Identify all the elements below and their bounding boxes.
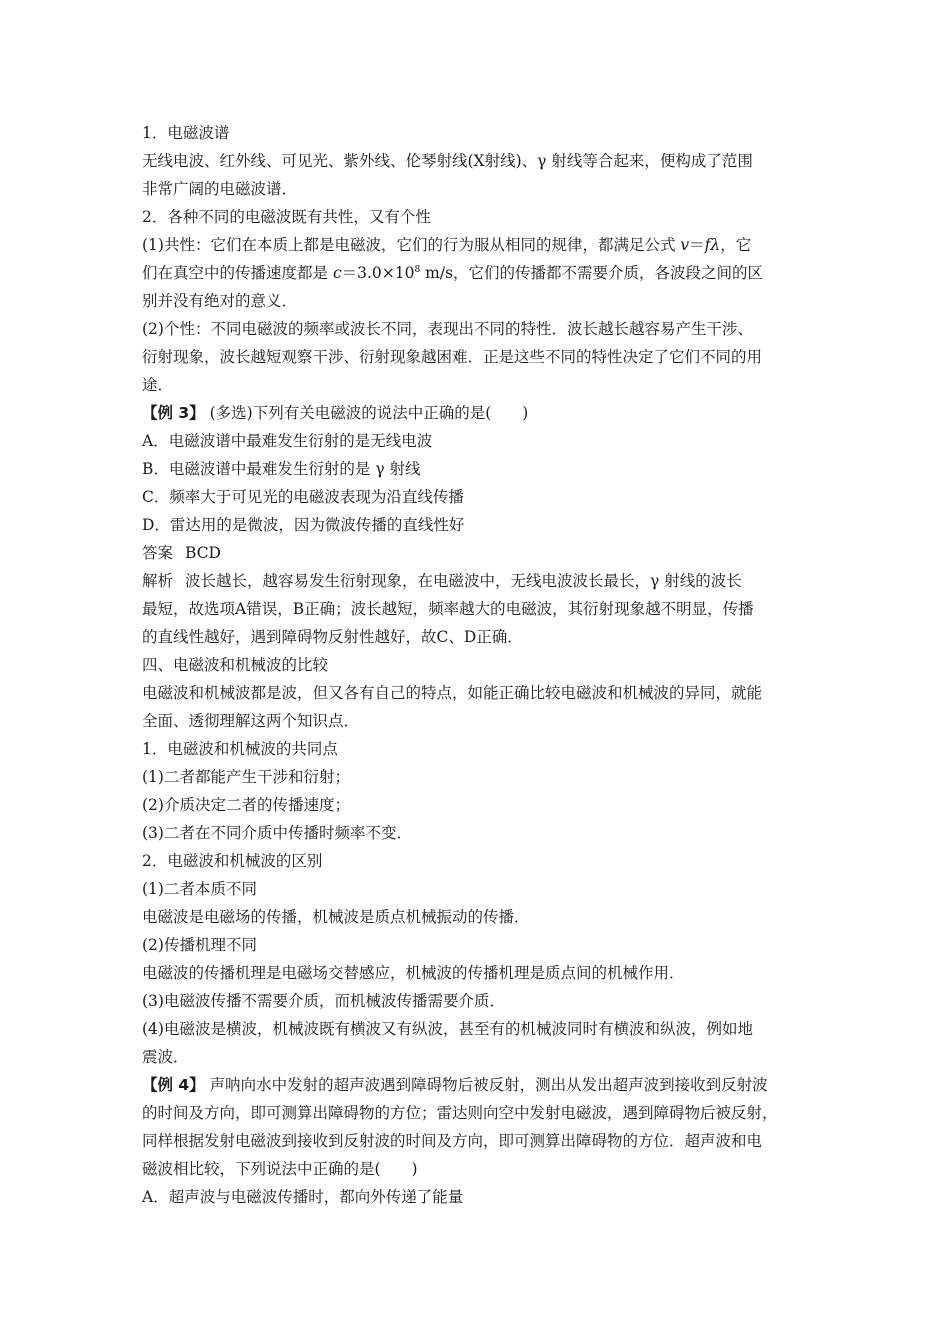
paragraph-line: 同样根据发射电磁波到接收到反射波的时间及方向，即可测算出障碍物的方位．超声波和电 [142, 1132, 763, 1150]
paragraph-line: 电磁波的传播机理是电磁场交替感应，机械波的传播机理是质点间的机械作用． [142, 964, 685, 982]
text-segment: m/s，它们的传播都不需要介质，各波段之间的区 [420, 264, 764, 282]
answer-label: 答案 [142, 544, 174, 562]
answer-line [142, 539, 818, 567]
analysis-text: 波长越长，越容易发生衍射现象，在电磁波中，无线电波波长最长，γ 射线的波长 [185, 572, 742, 590]
option-b: B．电磁波谱中最难发生衍射的是 γ 射线 [142, 460, 421, 478]
text-segment: (1)共性：它们在本质上都是电磁波，它们的行为服从相同的规律，都满足公式 [142, 236, 681, 254]
example-label: 【例 3】 [142, 404, 205, 422]
paragraph-line: 的时间及方向，即可测算出障碍物的方位；雷达则向空中发射电磁波，遇到障碍物后被反射， [142, 1104, 778, 1122]
list-item: (1)二者本质不同 [142, 880, 257, 898]
heading-differences: 2．电磁波和机械波的区别 [142, 852, 323, 870]
list-item: (2)介质决定二者的传播速度； [142, 796, 350, 814]
paragraph-line: (2)个性：不同电磁波的频率或波长不同，表现出不同的特性．波长越长越容易产生干涉、 [142, 320, 753, 338]
question-text: (多选)下列有关电磁波的说法中正确的是( ) [204, 404, 529, 422]
option-d: D．雷达用的是微波，因为微波传播的直线性好 [142, 516, 465, 534]
paragraph-line: 非常广阔的电磁波谱． [142, 180, 298, 198]
paragraph-line: 衍射现象，波长越短观察干涉、衍射现象越困难．正是这些不同的特性决定了它们不同的用 [142, 348, 763, 366]
paragraph-line: 的直线性越好，遇到障碍物反射性越好，故C、D正确． [142, 628, 523, 646]
paragraph-line: 电磁波和机械波都是波，但又各有自己的特点，如能正确比较电磁波和机械波的异同，就能 [142, 684, 763, 702]
example-label: 【例 4】 [142, 1076, 205, 1094]
var-f: f [704, 236, 711, 254]
var-c: c [332, 264, 342, 282]
option-a: A．电磁波谱中最难发生衍射的是无线电波 [142, 432, 433, 450]
list-item: (4)电磁波是横波，机械波既有横波又有纵波，甚至有的机械波同时有横波和纵波，例如地 [142, 1020, 753, 1038]
paragraph-line-formula [142, 231, 818, 259]
speed-value: ＝3.0×10 [341, 264, 415, 282]
text-segment: 们在真空中的传播速度都是 [142, 264, 333, 282]
section-heading-comparison: 四、电磁波和机械波的比较 [142, 656, 329, 674]
analysis-line [142, 567, 818, 595]
analysis-label: 解析 [142, 572, 174, 590]
paragraph-line-speed [142, 259, 818, 287]
document-body [142, 119, 818, 1211]
list-item: (2)传播机理不同 [142, 936, 257, 954]
paragraph-line: 磁波相比较，下列说法中正确的是( ) [142, 1160, 418, 1178]
paragraph-line: 别并没有绝对的意义． [142, 292, 298, 310]
heading-commonality: 2．各种不同的电磁波既有共性，又有个性 [142, 208, 431, 226]
list-item: (3)二者在不同介质中传播时频率不变． [142, 824, 412, 842]
exponent: 8 [414, 264, 421, 275]
example-4-question [142, 1071, 818, 1099]
heading-spectrum: 1．电磁波谱 [142, 124, 230, 142]
option-a: A．超声波与电磁波传播时，都向外传递了能量 [142, 1188, 464, 1206]
equals-sign: ＝ [689, 236, 705, 254]
option-c: C．频率大于可见光的电磁波表现为沿直线传播 [142, 488, 464, 506]
paragraph-line: 全面、透彻理解这两个知识点． [142, 712, 360, 730]
var-v: v [680, 236, 690, 254]
list-item: (3)电磁波传播不需要介质，而机械波传播需要介质． [142, 992, 505, 1010]
paragraph-line: 最短，故选项A错误，B正确；波长越短，频率越大的电磁波，其衍射现象越不明显，传播 [142, 600, 754, 618]
heading-common-points: 1．电磁波和机械波的共同点 [142, 740, 338, 758]
paragraph-line: 无线电波、红外线、可见光、紫外线、伦琴射线(X射线)、γ 射线等合起来，便构成了范围 [142, 152, 753, 170]
paragraph-line: 电磁波是电磁场的传播，机械波是质点机械振动的传播． [142, 908, 530, 926]
example-3-question [142, 399, 818, 427]
var-lambda: λ [710, 236, 721, 254]
paragraph-line: 途． [142, 376, 174, 394]
answer-value: BCD [185, 544, 221, 562]
paragraph-line: 震波． [142, 1048, 189, 1066]
text-segment: ，它 [720, 236, 752, 254]
question-text: 声呐向水中发射的超声波遇到障碍物后被反射，测出从发出超声波到接收到反射波 [204, 1076, 768, 1094]
list-item: (1)二者都能产生干涉和衍射； [142, 768, 350, 786]
